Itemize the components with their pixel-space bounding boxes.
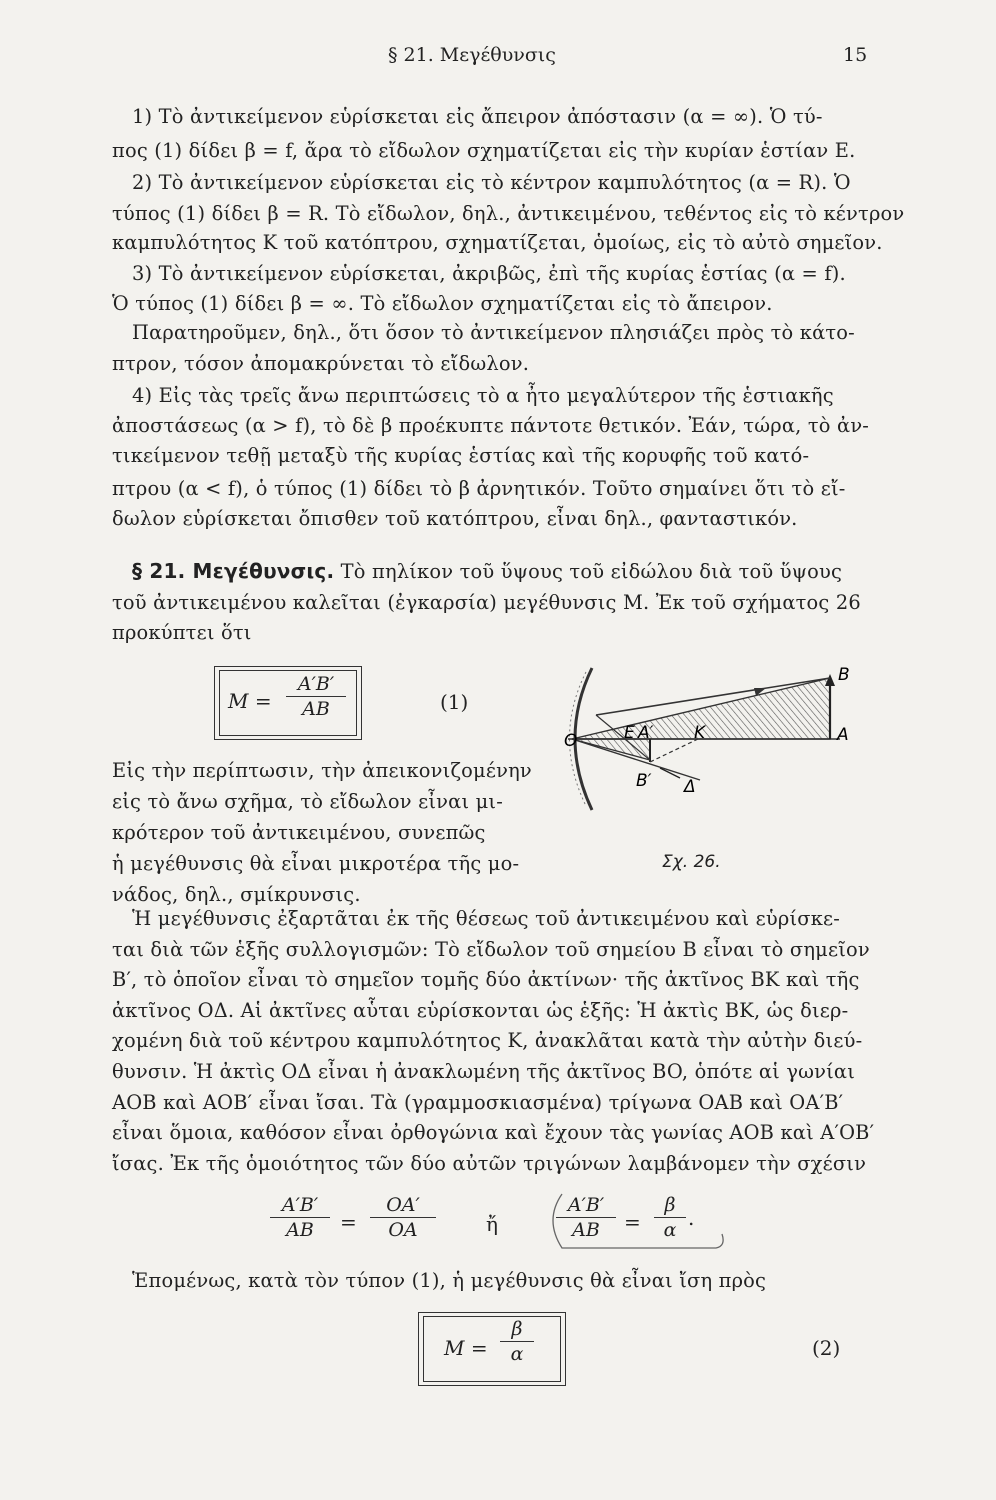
fraction-denominator: α — [663, 1219, 677, 1241]
label-Delta: Δ — [684, 777, 696, 797]
label-A-prime: A′ — [638, 723, 654, 743]
or-word: ἤ — [486, 1212, 498, 1236]
fraction-numerator: OA′ — [370, 1194, 436, 1218]
proportion-fraction-1 — [270, 1194, 330, 1241]
equals-sign: = — [340, 1210, 357, 1234]
text-line: Τὸ πηλίκον τοῦ ὕψους τοῦ εἰδώλου διὰ τοῦ ὕψους — [340, 560, 843, 583]
proportion-fraction-2 — [370, 1194, 436, 1241]
label-K: K — [694, 723, 706, 743]
text-line: ται διὰ τῶν ἑξῆς συλλογισμῶν: Τὸ εἴδωλον τοῦ σημείου B εἶναι τὸ σημεῖον — [112, 938, 870, 961]
period: . — [688, 1206, 695, 1230]
label-A: A — [837, 725, 849, 745]
text-line: εἰς τὸ ἄνω σχῆμα, τὸ εἴδωλον εἶναι μι- — [112, 790, 503, 813]
formula-2-numerator: β — [500, 1318, 534, 1342]
formula-2-lhs: M = — [444, 1336, 488, 1360]
text-line: 3) Τὸ ἀντικείμενον εὑρίσκεται, ἀκριβῶς, ἐπὶ τῆς κυρίας ἑστίας (α = f). — [132, 262, 846, 285]
section-heading-line — [132, 558, 842, 585]
formula-1-numerator: A′B′ — [286, 673, 346, 697]
text-line: κρότερον τοῦ ἀντικειμένου, συνεπῶς — [112, 821, 486, 844]
formula-1-fraction — [286, 673, 346, 720]
text-line: ἡ μεγέθυνσις θὰ εἶναι μικροτέρα τῆς μο- — [112, 852, 520, 875]
text-line: τικείμενον τεθῇ μεταξὺ τῆς κυρίας ἑστίας καὶ τῆς κορυφῆς τοῦ κατό- — [112, 444, 810, 467]
text-line: πος (1) δίδει β = f, ἄρα τὸ εἴδωλον σχηματίζεται εἰς τὴν κυρίαν ἑστίαν E. — [112, 139, 856, 162]
text-line: προκύπτει ὅτι — [112, 621, 252, 644]
ray-KBprime — [650, 739, 698, 762]
formula-2-fraction — [500, 1318, 534, 1365]
label-B-prime: B′ — [636, 771, 652, 791]
label-O: O — [564, 731, 578, 751]
formula-2-denominator: α — [510, 1343, 524, 1365]
text-line: 1) Τὸ ἀντικείμενον εὑρίσκεται εἰς ἄπειρον ἀπόστασιν (α = ∞). Ὁ τύ- — [132, 105, 823, 128]
text-line: θυνσιν. Ἡ ἀκτὶς OΔ εἶναι ἡ ἀνακλωμένη τῆς ἀκτῖνος BO, ὁπότε αἱ γωνίαι — [112, 1060, 856, 1083]
formula-1-lhs: M = — [228, 689, 272, 713]
fraction-denominator: OA — [388, 1219, 418, 1241]
text-line: 4) Εἰς τὰς τρεῖς ἄνω περιπτώσεις τὸ α ἦτο μεγαλύτερον τῆς ἑστιακῆς — [132, 384, 834, 407]
running-header-title: § 21. Μεγέθυνσις — [388, 44, 556, 66]
text-line: Εἰς τὴν περίπτωσιν, τὴν ἀπεικονιζομένην — [112, 759, 532, 782]
text-line: Ὁ τύπος (1) δίδει β = ∞. Τὸ εἴδωλον σχηματίζεται εἰς τὸ ἄπειρον. — [112, 292, 773, 315]
text-line: ἀκτῖνος OΔ. Αἱ ἀκτῖνες αὗται εὑρίσκονται ὡς ἑξῆς: Ἡ ἀκτὶς BK, ὡς διερ- — [112, 999, 849, 1022]
figure-caption: Σχ. 26. — [662, 852, 721, 872]
text-line: νάδος, δηλ., σμίκρυνσις. — [112, 883, 361, 906]
fraction-numerator: A′B′ — [556, 1194, 616, 1218]
text-line: εἶναι ὅμοια, καθόσον εἶναι ὀρθογώνια καὶ ἔχουν τὰς γωνίας AOB καὶ A′OB′ — [112, 1121, 875, 1144]
text-line: ἴσας. Ἐκ τῆς ὁμοιότητος τῶν δύο αὐτῶν τριγώνων λαμβάνομεν τὴν σχέσιν — [112, 1152, 867, 1175]
text-line: ἀποστάσεως (α > f), τὸ δὲ β προέκυπτε πάντοτε θετικόν. Ἐάν, τώρα, τὸ ἀν- — [112, 414, 870, 437]
text-line: B′, τὸ ὁποῖον εἶναι τὸ σημεῖον τομῆς δύο ἀκτίνων· τῆς ἀκτῖνος BK καὶ τῆς — [112, 968, 860, 991]
text-line: χομένη διὰ τοῦ κέντρου καμπυλότητος K, ἀνακλᾶται κατὰ τὴν αὐτὴν διεύ- — [112, 1029, 863, 1052]
fraction-denominator: AB — [286, 1219, 314, 1241]
text-line: πτρου (α < f), ὁ τύπος (1) δίδει τὸ β ἀρνητικόν. Τοῦτο σημαίνει ὅτι τὸ εἴ- — [112, 477, 846, 500]
formula-1-label: (1) — [440, 690, 469, 714]
text-line: Ἑπομένως, κατὰ τὸν τύπον (1), ἡ μεγέθυνσις θὰ εἶναι ἴση πρὸς — [132, 1269, 767, 1292]
section-heading: § 21. Μεγέθυνσις. — [132, 559, 335, 583]
fraction-denominator: AB — [572, 1219, 600, 1241]
label-E: E — [624, 723, 635, 743]
text-line: Παρατηροῦμεν, δηλ., ὅτι ὅσον τὸ ἀντικείμενον πλησιάζει πρὸς τὸ κάτο- — [132, 321, 855, 344]
text-line: τύπος (1) δίδει β = R. Τὸ εἴδωλον, δηλ., ἀντικειμένου, τεθέντος εἰς τὸ κέντρον — [112, 202, 905, 225]
formula-2-label: (2) — [812, 1336, 841, 1360]
equals-sign: = — [624, 1210, 641, 1234]
label-B: B — [838, 665, 850, 685]
text-line: Ἡ μεγέθυνσις ἐξαρτᾶται ἐκ τῆς θέσεως τοῦ ἀντικειμένου καὶ εὑρίσκε- — [132, 907, 841, 930]
text-line: καμπυλότητος K τοῦ κατόπτρου, σχηματίζεται, ὁμοίως, εἰς τὸ αὐτὸ σημεῖον. — [112, 231, 883, 254]
text-line: δωλον εὑρίσκεται ὄπισθεν τοῦ κατόπτρου, εἶναι δηλ., φανταστικόν. — [112, 507, 798, 530]
fraction-numerator: A′B′ — [270, 1194, 330, 1218]
page-number: 15 — [843, 44, 868, 66]
handwritten-oval-mark — [540, 1186, 730, 1256]
mirror-diagram — [540, 660, 870, 850]
formula-1-denominator: AB — [302, 698, 330, 720]
text-line: AOB καὶ AOB′ εἶναι ἴσαι. Τὰ (γραμμοσκιασμένα) τρίγωνα OAB καὶ OA′B′ — [112, 1091, 844, 1114]
fraction-numerator: β — [654, 1194, 686, 1218]
text-line: πτρον, τόσον ἀπομακρύνεται τὸ εἴδωλον. — [112, 352, 530, 375]
text-line: τοῦ ἀντικειμένου καλεῖται (ἐγκαρσία) μεγέθυνσις M. Ἐκ τοῦ σχήματος 26 — [112, 591, 861, 614]
text-line: 2) Τὸ ἀντικείμενον εὑρίσκεται εἰς τὸ κέντρον καμπυλότητος (α = R). Ὁ — [132, 171, 851, 194]
